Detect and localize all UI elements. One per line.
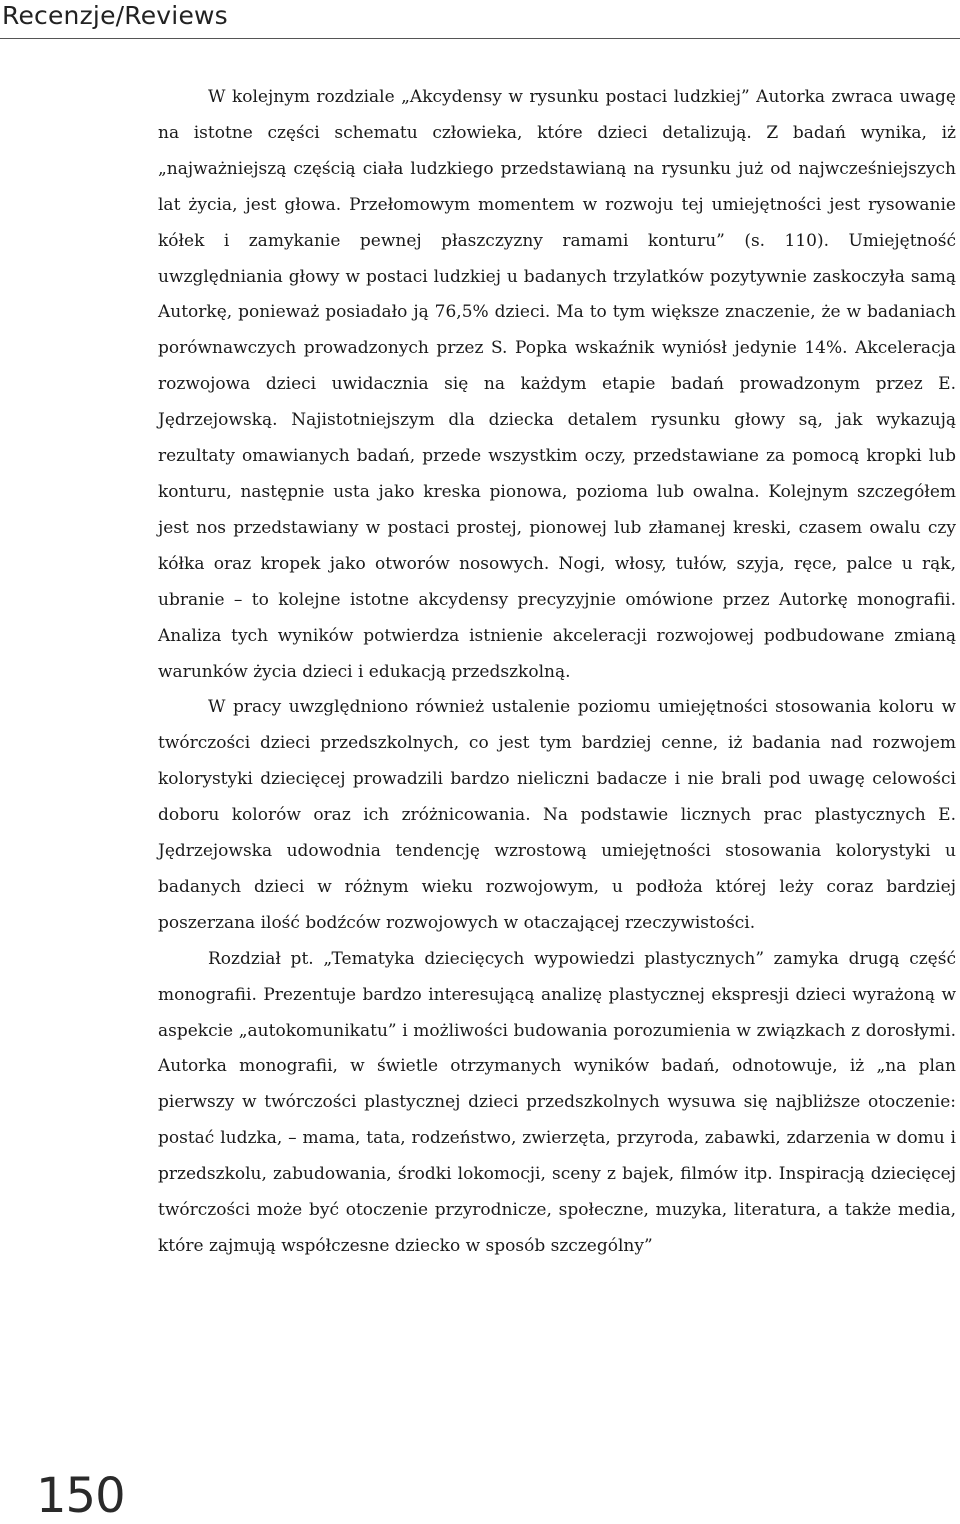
paragraph-2: W pracy uwzględniono również ustalenie poziomu umiejętności stosowania koloru w twórczości dzieci przedszkolnych, co jest tym bardziej cenne, iż badania nad rozwojem kolorystyki dziecięcej prowadzili bardzo nieliczni badacze i nie brali pod uwagę celowości doboru kolorów oraz ich zróżnicowania. Na podstawie licznych prac plastycznych E. Jędrzejowska udowodnia tendencję wzrostową umiejętności stosowania kolorystyki u badanych dzieci w różnym wieku rozwojowym, u podłoża której leży coraz bardziej poszerzana ilość bodźców rozwojowych w otaczającej rzeczywistości. [158,697,956,933]
paragraph-1: W kolejnym rozdziale „Akcydensy w rysunku postaci ludzkiej” Autorka zwraca uwagę na istotne części schematu człowieka, które dzieci detalizują. Z badań wynika, iż „najważniejszą częścią ciała ludzkiego przedstawianą na rysunku już od najwcześniejszych lat życia, jest głowa. Przełomowym momentem w rozwoju tej umiejętności jest rysowanie kółek i zamykanie pewnej płaszczyzny ramami konturu” (s. 110). Umiejętność uwzględniania głowy w postaci ludzkiej u badanych trzylatków pozytywnie zaskoczyła samą Autorkę, ponieważ posiadało ją 76,5% dzieci. Ma to tym większe znaczenie, że w badaniach porównawczych prowadzonych przez S. Popka wskaźnik wyniósł jedynie 14%. Akceleracja rozwojowa dzieci uwidacznia się na każdym etapie badań prowadzonym przez E. Jędrzejowską. Najistotniejszym dla dziecka detalem rysunku głowy są, jak wykazują rezultaty omawianych badań, przede wszystkim oczy, przedstawiane za pomocą kropki lub konturu, następnie usta jako kreska pionowa, pozioma lub owalna. Kolejnym szczegółem jest nos przedstawiany w postaci prostej, pionowej lub złamanej kreski, czasem owalu czy kółka oraz kropek jako otworów nosowych. Nogi, włosy, tułów, szyja, ręce, palce u rąk, ubranie – to kolejne istotne akcydensy precyzyjnie omówione przez Autorkę monografii. Analiza tych wyników potwierdza istnienie akceleracji rozwojowej podbudowane zmianą warunków życia dzieci i edukacją przedszkolną. [158,87,956,682]
header-title: Recenzje/Reviews [2,1,228,30]
page-number: 150 [36,1468,125,1524]
running-header [0,0,960,39]
paragraph-3: Rozdział pt. „Tematyka dziecięcych wypowiedzi plastycznych” zamyka drugą część monografii. Prezentuje bardzo interesującą analizę plastycznej ekspresji dzieci wyrażoną w aspekcie „autokomunikatu” i możliwości budowania porozumienia w związkach z dorosłymi. Autorka monografii, w świetle otrzymanych wyników badań, odnotowuje, iż „na plan pierwszy w twórczości plastycznej dzieci przedszkolnych wysuwa się najbliższe otoczenie: postać ludzka, – mama, tata, rodzeństwo, zwierzęta, przyroda, zabawki, zdarzenia w domu i przedszkolu, zabudowania, środki lokomocji, sceny z bajek, filmów itp. Inspiracją dziecięcej twórczości może być otoczenie przyrodnicze, społeczne, muzyka, literatura, a także media, które zajmują współczesne dziecko w sposób szczególny” [158,948,956,1256]
article-body [158,80,956,1265]
